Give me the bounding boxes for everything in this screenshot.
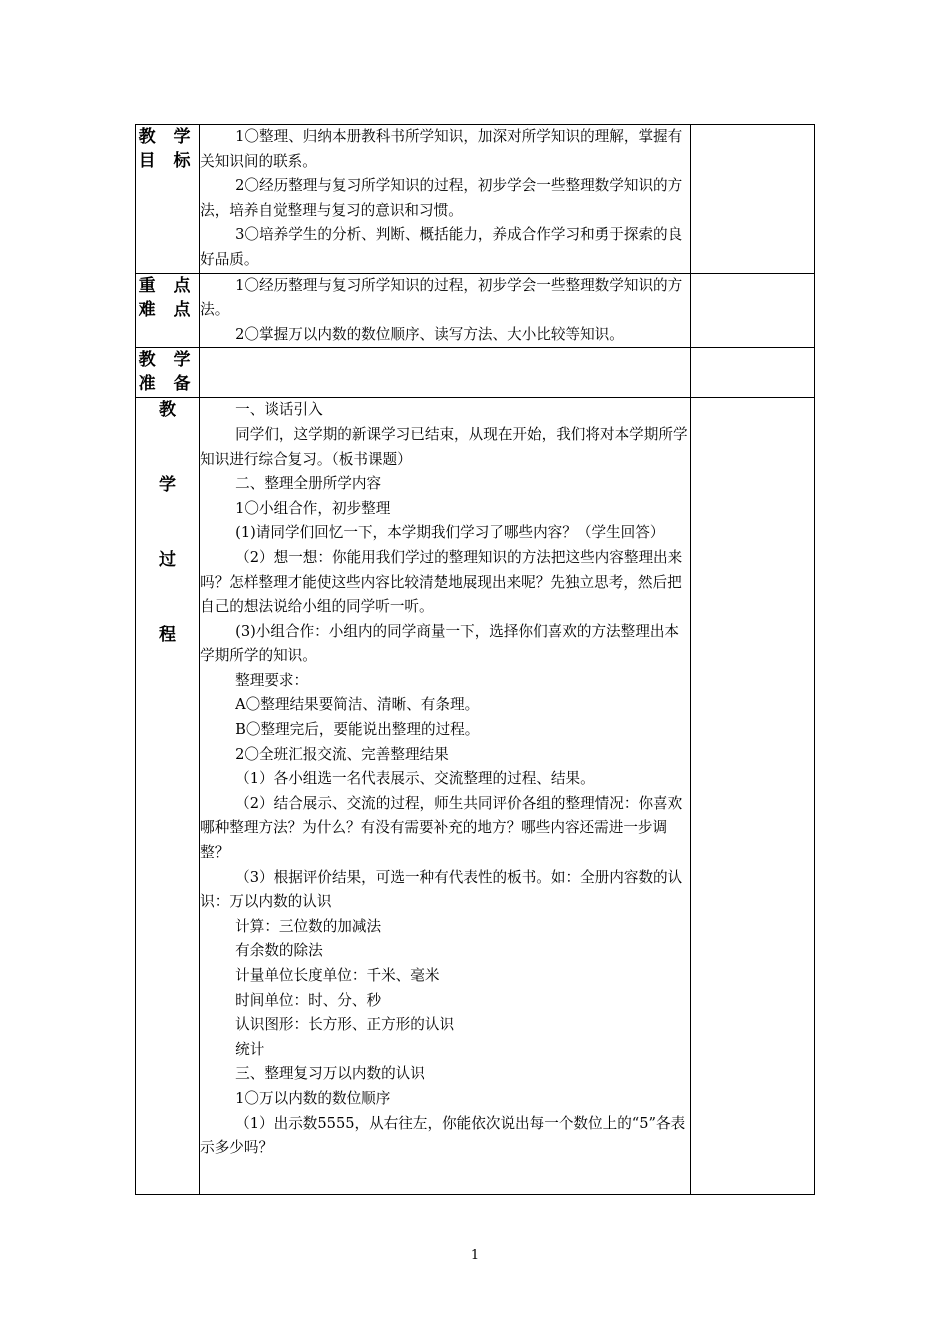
content-line: (1)请同学们回忆一下，本学期我们学习了哪些内容？（学生回答） xyxy=(235,524,665,542)
table-row xyxy=(136,348,815,398)
lesson-plan-table xyxy=(135,124,815,1195)
content-line: 有余数的除法 xyxy=(235,942,323,960)
content-line: 二、整理全册所学内容 xyxy=(235,475,382,493)
notes-cell xyxy=(690,348,814,398)
content-line: A〇整理结果要简洁、清晰、有条理。 xyxy=(235,696,480,714)
table-row xyxy=(136,125,815,274)
page-number: 1 xyxy=(470,1248,480,1263)
content-line: （2）结合展示、交流的过程，师生共同评价各组的整理情况：你喜欢哪种整理方法？为什么？有没有需要补充的地方？哪些内容还需进一步调整？ xyxy=(200,794,683,862)
content-line: （2）想一想：你能用我们学过的整理知识的方法把这些内容整理出来吗？怎样整理才能使这些内容比较清楚地展现出来呢？先独立思考，然后把自己的想法说给小组的同学听一听。 xyxy=(200,548,683,616)
content-line: 3〇培养学生的分析、判断、概括能力，养成合作学习和勇于探索的良好品质。 xyxy=(200,226,683,268)
content-line: 2〇经历整理与复习所学知识的过程，初步学会一些整理数学知识的方法，培养自觉整理与复习的意识和习惯。 xyxy=(200,177,683,219)
table-row xyxy=(136,398,815,1195)
row-label: 重 点 难 点 xyxy=(136,273,200,348)
content-line: 1〇万以内数的数位顺序 xyxy=(235,1089,391,1107)
content-line: （1）各小组选一名代表展示、交流整理的过程、结果。 xyxy=(235,770,595,788)
content-line: 统计 xyxy=(235,1040,265,1058)
content-line: 一、谈话引入 xyxy=(235,401,323,419)
content-line: 三、整理复习万以内数的认识 xyxy=(235,1065,425,1083)
row-content xyxy=(200,125,691,274)
content-line: 整理要求： xyxy=(235,671,309,689)
notes-cell xyxy=(690,398,814,1195)
row-content xyxy=(200,273,691,348)
notes-cell xyxy=(690,125,814,274)
content-line: （3）根据评价结果，可选一种有代表性的板书。如：全册内容数的认识：万以内数的认识 xyxy=(200,868,683,911)
row-content xyxy=(200,398,691,1195)
content-line: 1〇经历整理与复习所学知识的过程，初步学会一些整理数学知识的方法。 xyxy=(200,276,683,319)
content-line: (3)小组合作：小组内的同学商量一下，选择你们喜欢的方法整理出本学期所学的知识。 xyxy=(200,622,680,665)
table-row xyxy=(136,273,815,348)
content-line: B〇整理完后，要能说出整理的过程。 xyxy=(235,721,480,739)
content-line: 认识图形：长方形、正方形的认识 xyxy=(235,1016,455,1034)
content-line: 1〇小组合作，初步整理 xyxy=(235,499,391,517)
content-line: 2〇掌握万以内数的数位顺序、读写方法、大小比较等知识。 xyxy=(235,325,624,343)
content-line: 1〇整理、归纳本册教科书所学知识，加深对所学知识的理解，掌握有关知识间的联系。 xyxy=(200,128,683,170)
row-label: 教 学 准 备 xyxy=(136,348,200,398)
content-line: 时间单位：时、分、秒 xyxy=(235,991,382,1009)
row-label: 教 学 目 标 xyxy=(136,125,200,274)
content-line: 2〇全班汇报交流、完善整理结果 xyxy=(235,745,449,763)
content-line: 同学们，这学期的新课学习已结束，从现在开始，我们将对本学期所学知识进行综合复习。（板书课题） xyxy=(200,425,688,468)
content-line: 计量单位长度单位：千米、毫米 xyxy=(235,967,440,984)
row-content xyxy=(200,348,691,398)
notes-cell xyxy=(690,273,814,348)
content-line: （1）出示数5555，从右往左，你能依次说出每一个数位上的“5”各表示多少吗？ xyxy=(200,1114,686,1157)
content-line: 计算：三位数的加减法 xyxy=(235,917,382,935)
row-label: 教 学 过 程 xyxy=(136,398,200,1195)
